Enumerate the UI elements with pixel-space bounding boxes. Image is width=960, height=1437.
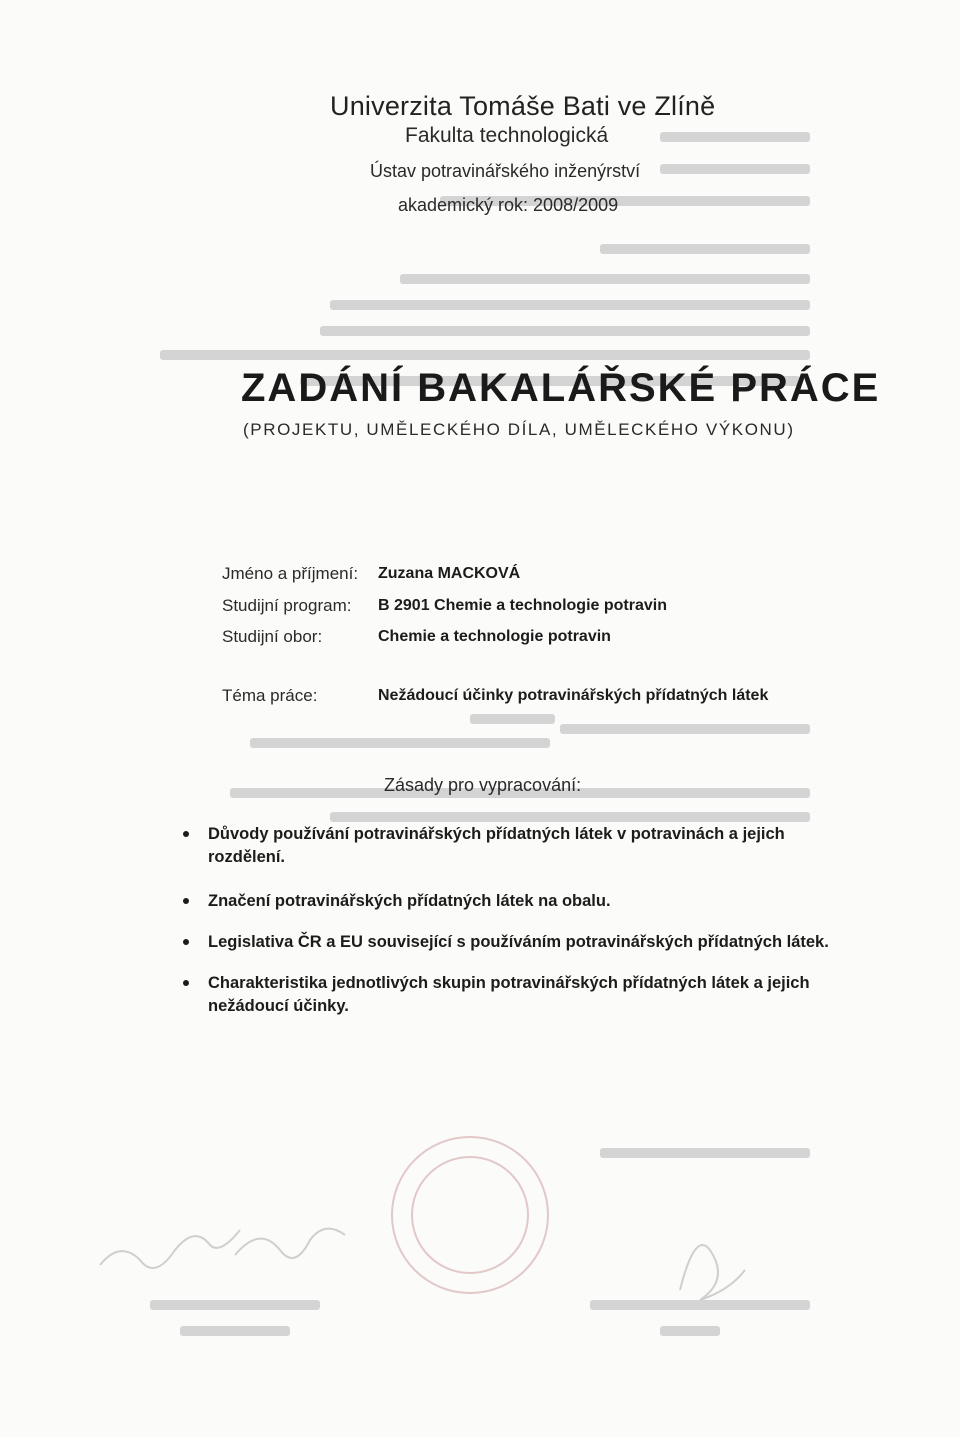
study-program-label: Studijní program: [222, 596, 352, 615]
study-field-label: Studijní obor: [222, 627, 323, 646]
institute-name: Ústav potravinářského inženýrství [370, 161, 641, 181]
bullet-icon [183, 980, 189, 986]
document-subtitle: (PROJEKTU, UMĚLECKÉHO DÍLA, UMĚLECKÉHO VÝKONU) [243, 420, 795, 439]
guideline-text: Důvody používání potravinářských přídatných látek v potravinách a jejich rozdělení. [208, 825, 785, 866]
bullet-icon [183, 939, 189, 945]
guideline-text: Charakteristika jednotlivých skupin potravinářských přídatných látek a jejich nežádoucí účinky. [208, 974, 810, 1015]
study-program: B 2901 Chemie a technologie potravin [378, 597, 667, 614]
topic-value: Nežádoucí účinky potravinářských přídatných látek [378, 687, 769, 704]
student-name: Zuzana MACKOVÁ [378, 565, 521, 582]
study-field: Chemie a technologie potravin [378, 628, 611, 645]
guideline-text: Legislativa ČR a EU související s používáním potravinářských přídatných látek. [208, 933, 829, 951]
bullet-icon [183, 831, 189, 837]
academic-year: akademický rok: 2008/2009 [398, 195, 619, 215]
student-name-label: Jméno a příjmení: [222, 564, 359, 583]
guideline-text: Značení potravinářských přídatných látek na obalu. [208, 892, 611, 910]
bullet-icon [183, 898, 189, 904]
document-title: ZADÁNÍ BAKALÁŘSKÉ PRÁCE [241, 366, 881, 410]
topic-label: Téma práce: [222, 686, 318, 705]
header [330, 88, 716, 215]
faculty-name: Fakulta technologická [405, 124, 609, 147]
university-name: Univerzita Tomáše Bati ve Zlíně [330, 91, 716, 121]
guidelines-heading: Zásady pro vypracování: [384, 775, 582, 795]
